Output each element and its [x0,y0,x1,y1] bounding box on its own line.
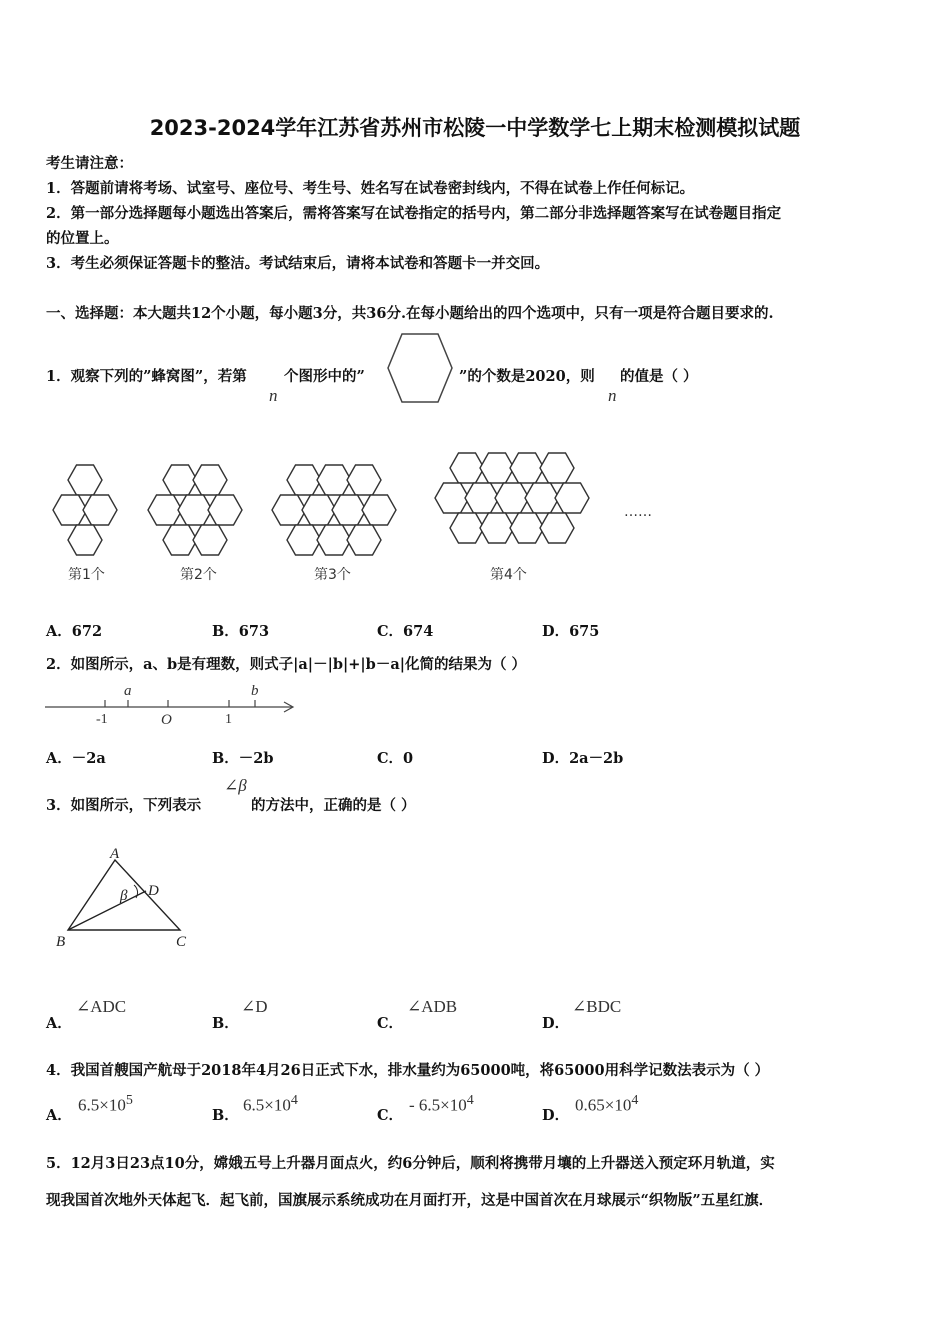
q3-option-d[interactable]: D． [542,1015,570,1032]
notice-item-2-cont: 的位置上。 [46,230,119,247]
q3-option-b-text: ∠D [241,997,268,1016]
q4-option-a[interactable]: A． [46,1107,72,1124]
vertex-b: B [56,934,66,950]
q3-stem-part2: 的方法中，正确的是（ ） [251,797,416,814]
q1-caption-1: 第1个 [68,567,105,583]
q4-option-c[interactable]: C． [377,1107,404,1124]
q2-option-c[interactable]: C．0 [377,750,414,767]
axis-label-a: a [124,683,132,699]
angle-beta-label: β [120,888,128,904]
notice-item-3: 3．考生必须保证答题卡的整洁。考试结束后，请将本试卷和答题卡一并交回。 [46,255,550,272]
q2-option-b[interactable]: B．－2b [212,750,274,767]
q4-option-a-text: $6.5\times 10^5$ [78,1093,133,1115]
q4-option-d-text: $0.65\times 10^4$ [575,1093,639,1115]
q1-caption-3: 第3个 [314,567,351,583]
q2-option-d[interactable]: D．2a－2b [542,750,624,767]
q1-caption-4: 第4个 [490,567,527,583]
q3-option-c[interactable]: C． [377,1015,404,1032]
notice-item-2: 2．第一部分选择题每小题选出答案后，需将答案写在试卷指定的括号内，第二部分非选择题答案写在试卷题目指定 [46,205,782,222]
q1-stem-part1: 1．观察下列的”蜂窝图”，若第 [46,368,247,385]
honeycomb-3 [272,465,396,555]
q3-angle-beta: ∠β [224,776,247,795]
q3-option-b[interactable]: B． [212,1015,239,1032]
q1-stem-part2: 个图形中的” [284,368,365,385]
q4-stem: 4．我国首艘国产航母于2018年4月26日正式下水，排水量约为65000吨，将65000用科学记数法表示为（ ） [46,1062,770,1079]
axis-label-b: b [251,683,259,699]
q1-var-n-1: n [269,386,278,405]
q1-option-b[interactable]: B．673 [212,623,270,640]
vertex-c: C [176,934,187,950]
q5-stem-line2: 现我国首次地外天体起飞．起飞前，国旗展示系统成功在月面打开，这是中国首次在月球展示“织物版”五星红旗． [46,1192,774,1209]
q3-option-d-text: ∠BDC [572,997,622,1016]
q2-stem: 2．如图所示，a、b是有理数，则式子|a|－|b|+|b－a|化简的结果为（ ） [46,656,527,673]
vertex-a: A [110,846,120,862]
honeycomb-1 [53,465,117,555]
q3-option-a-text: ∠ADC [76,997,127,1016]
notice-item-1: 1．答题前请将考场、试室号、座位号、考生号、姓名写在试卷密封线内，不得在试卷上作任何标记。 [46,180,695,197]
q5-stem-line1: 5．12月3日23点10分，嫦娥五号上升器月面点火，约6分钟后，顺利将携带月壤的上升器送入预定环月轨道，实 [46,1155,775,1172]
q2-option-a[interactable]: A．－2a [46,750,106,767]
q3-triangle-figure [48,840,208,955]
q1-var-n-2: n [608,386,617,405]
page-title: 2023-2024学年江苏省苏州市松陵一中学数学七上期末检测模拟试题 [149,116,801,140]
q4-option-b[interactable]: B． [212,1107,239,1124]
q3-option-c-text: ∠ADB [407,997,458,1016]
q1-caption-2: 第2个 [180,567,217,583]
axis-label-origin: O [161,712,172,728]
q3-option-a[interactable]: A． [46,1015,72,1032]
q1-stem-part3: ”的个数是2020，则 [459,368,595,385]
q1-option-c[interactable]: C．674 [377,623,434,640]
q4-option-c-text: - $6.5\times 10^4$ [409,1093,474,1115]
q3-stem-part1: 3．如图所示，下列表示 [46,797,202,814]
honeycomb-4 [435,453,589,543]
q1-option-d[interactable]: D．675 [542,623,600,640]
notice-heading: 考生请注意： [46,155,133,172]
q2-number-line [40,680,305,730]
q4-option-d[interactable]: D． [542,1107,570,1124]
q4-option-b-text: $6.5\times 10^4$ [243,1093,298,1115]
q1-option-a[interactable]: A．672 [46,623,103,640]
q1-ellipsis: …… [624,504,652,520]
honeycomb-2 [148,465,242,555]
q1-honeycomb-figure [40,440,680,590]
axis-label-one: 1 [225,712,232,727]
point-d: D [148,883,159,899]
q1-hexagon-icon [380,330,460,406]
section-heading: 一、选择题：本大题共12个小题，每小题3分，共36分.在每小题给出的四个选项中，只有一项是符合题目要求的. [46,305,774,322]
q1-stem-part4: 的值是（ ） [620,368,698,385]
axis-label-neg1: -1 [96,712,108,727]
